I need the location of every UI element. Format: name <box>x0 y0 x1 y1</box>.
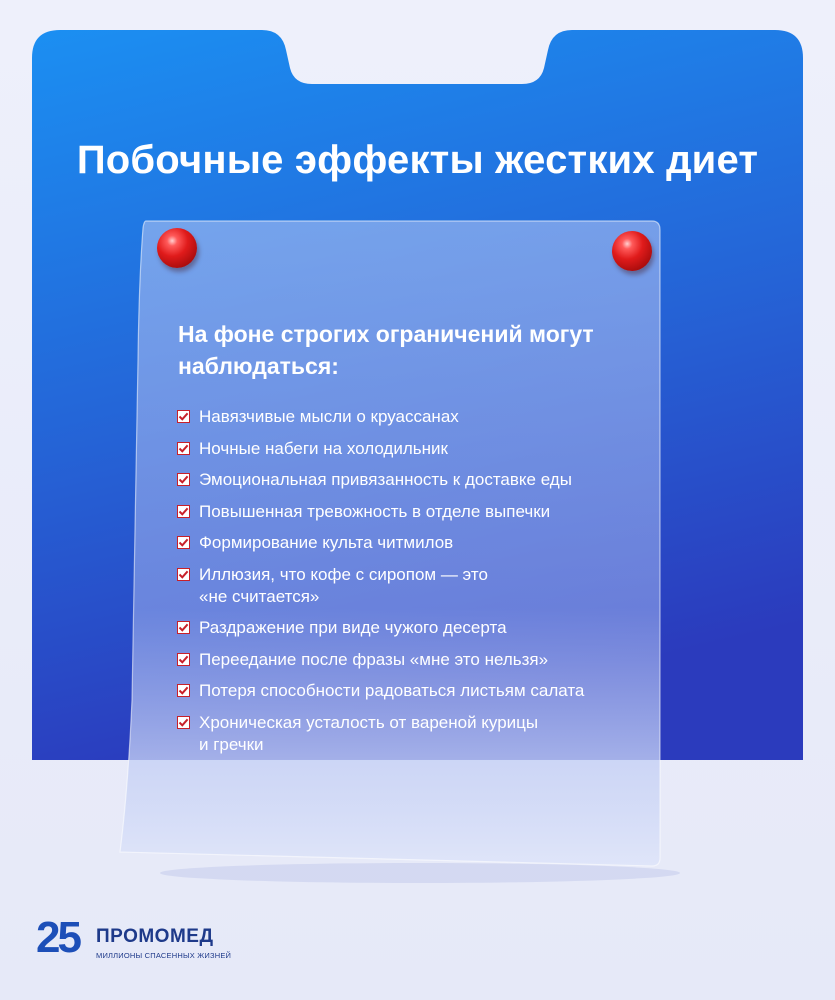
checkbox-checked-icon <box>177 442 190 455</box>
list-item-text: Переедание после фразы «мне это нельзя» <box>199 649 549 669</box>
list-item-text-continued: и гречки <box>199 734 264 754</box>
logo-tagline: МИЛЛИОНЫ СПАСЕННЫХ ЖИЗНЕЙ <box>96 951 232 960</box>
list-item-text: Иллюзия, что кофе с сиропом — это <box>199 564 488 584</box>
list-item-text: Повышенная тревожность в отделе выпечки <box>199 501 551 521</box>
note-heading <box>178 318 648 382</box>
list-item <box>177 469 647 491</box>
page-title: Побочные эффекты жестких диет <box>76 138 759 182</box>
list-item-text: Раздражение при виде чужого десерта <box>199 618 507 637</box>
list-item <box>177 406 647 428</box>
logo-name: ПРОМОМЕД <box>96 926 214 947</box>
list-item <box>177 617 647 639</box>
list-item-text: Ночные набеги на холодильник <box>199 438 448 458</box>
list-item <box>177 438 647 460</box>
checkbox-checked-icon <box>177 568 190 581</box>
list-item <box>177 564 647 608</box>
list-item-text: Формирование культа читмилов <box>199 533 454 552</box>
checkbox-checked-icon <box>177 684 190 697</box>
list-item <box>177 501 647 523</box>
red-pushpin-icon <box>612 231 652 271</box>
side-effects-list <box>177 406 647 765</box>
checkbox-checked-icon <box>177 410 190 423</box>
checkbox-checked-icon <box>177 505 190 518</box>
logo-number: 25 <box>36 913 79 962</box>
list-item <box>177 532 647 554</box>
checkbox-checked-icon <box>177 536 190 549</box>
list-item <box>177 680 647 702</box>
checkbox-checked-icon <box>177 473 190 486</box>
red-pushpin-icon <box>157 228 197 268</box>
note-heading-line: На фоне строгих ограничений могут <box>178 321 594 347</box>
note-heading-line: наблюдаться: <box>178 353 339 379</box>
list-item-text: Хроническая усталость от вареной курицы <box>199 712 539 732</box>
list-item-text: Навязчивые мысли о круассанах <box>199 407 459 426</box>
checkbox-checked-icon <box>177 716 190 729</box>
list-item <box>177 649 647 671</box>
promomed-logo <box>36 913 276 973</box>
list-item-text: Потеря способности радоваться листьям салата <box>199 681 585 700</box>
checkbox-checked-icon <box>177 653 190 666</box>
list-item-text-continued: «не считается» <box>199 586 320 606</box>
list-item <box>177 712 647 756</box>
list-item-text: Эмоциональная привязанность к доставке еды <box>199 470 572 489</box>
checkbox-checked-icon <box>177 621 190 634</box>
